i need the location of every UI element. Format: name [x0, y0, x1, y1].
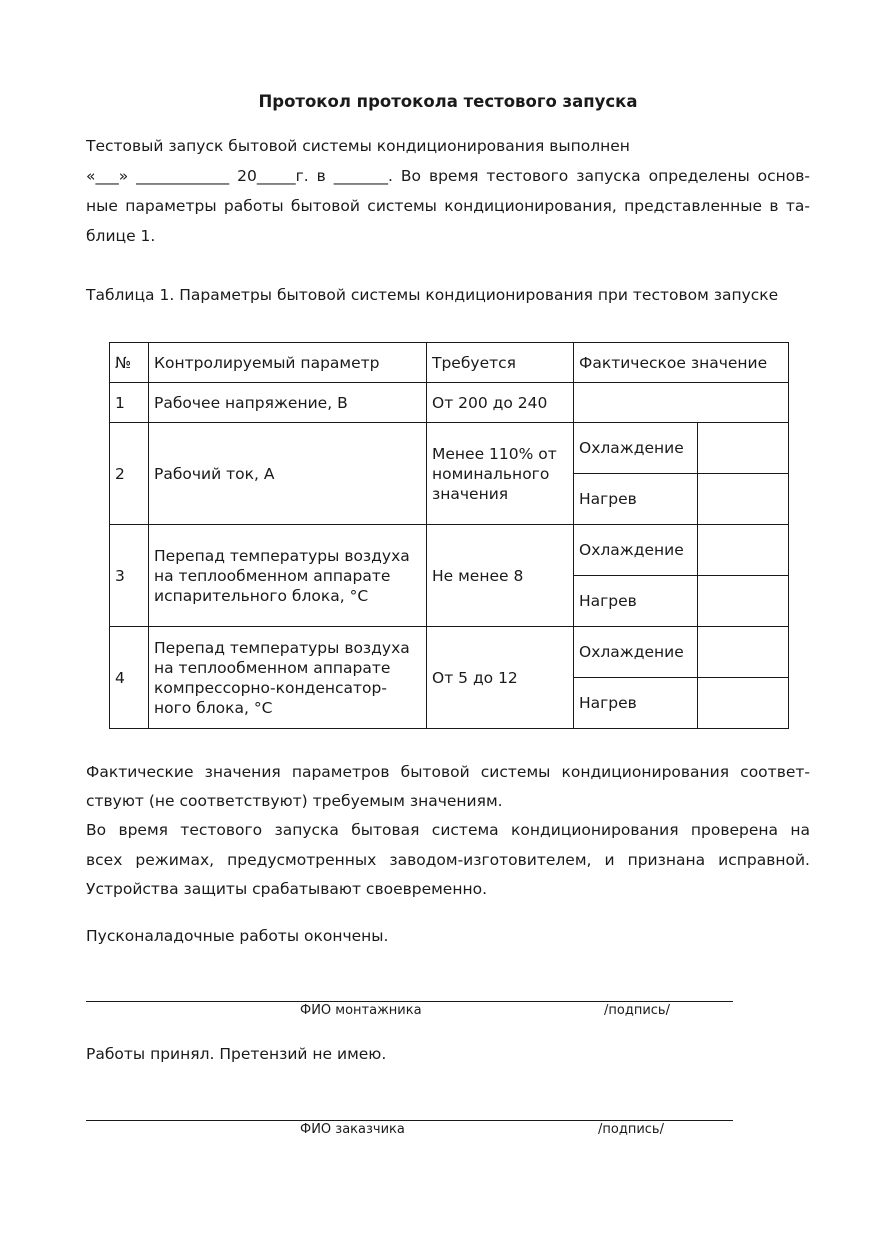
row3-param: [149, 525, 427, 627]
installer-name-label: ФИО монтажника: [300, 1003, 422, 1018]
table-row: [110, 525, 789, 576]
header-actual: Фактическое значение: [574, 343, 789, 383]
row2-required-line: Менее 110% от: [432, 444, 557, 463]
table-row: [110, 383, 789, 423]
row2-param-line: Рабочий ток, А: [154, 464, 275, 483]
row4-mode-cooling: Охлаждение: [574, 627, 698, 678]
intro-line-3: ные параметры работы бытовой системы кондиционирования, представленные в та-: [86, 197, 810, 215]
intro-line-1: Тестовый запуск бытовой системы кондиционирования выполнен: [86, 137, 630, 155]
row3-param-line: Перепад температуры воздуха: [154, 546, 410, 565]
conclusion-line-2: ствуют (не соответствуют) требуемым значениям.: [86, 792, 503, 810]
document-title: Протокол протокола тестового запуска: [258, 92, 638, 111]
row2-cooling-value[interactable]: [698, 423, 789, 474]
row2-mode-heating: Нагрев: [574, 474, 698, 525]
row3-mode-cooling: Охлаждение: [574, 525, 698, 576]
table-header-row: [110, 343, 789, 383]
signature-line-customer[interactable]: [86, 1120, 733, 1121]
row4-cooling-value[interactable]: [698, 627, 789, 678]
row1-param: [149, 383, 427, 423]
conclusion-line-3: Во время тестового запуска бытовая система кондиционирования проверена на: [86, 821, 810, 839]
header-required: Требуется: [427, 343, 574, 383]
customer-sign-label: /подпись/: [598, 1122, 664, 1137]
row4-param-line: ного блока, °С: [154, 698, 273, 717]
row4-heating-value[interactable]: [698, 678, 789, 729]
row4-required: [427, 627, 574, 729]
row2-mode-cooling: Охлаждение: [574, 423, 698, 474]
row4-num: 4: [110, 627, 149, 729]
row1-param-line: Рабочее напряжение, В: [154, 393, 348, 412]
row3-heating-value[interactable]: [698, 576, 789, 627]
row4-mode-heating: Нагрев: [574, 678, 698, 729]
conclusion-line-5: Устройства защиты срабатывают своевременно.: [86, 880, 488, 898]
row3-required-line: Не менее 8: [432, 566, 524, 585]
table-caption: Таблица 1. Параметры бытовой системы кондиционирования при тестовом запуске: [86, 286, 779, 304]
row3-param-line: испарительного блока, °С: [154, 586, 369, 605]
row3-cooling-value[interactable]: [698, 525, 789, 576]
row2-required-line: номинального: [432, 464, 550, 483]
customer-name-label: ФИО заказчика: [300, 1122, 405, 1137]
row1-num: 1: [110, 383, 149, 423]
installer-sign-label: /подпись/: [604, 1003, 670, 1018]
row2-heating-value[interactable]: [698, 474, 789, 525]
row4-param-line: компрессорно-конденсатор-: [154, 678, 387, 697]
header-param: Контролируемый параметр: [149, 343, 427, 383]
table-row: [110, 423, 789, 474]
accepted-statement: Работы принял. Претензий не имею.: [86, 1045, 387, 1063]
conclusion-line-4: всех режимах, предусмотренных заводом-изготовителем, и признана исправной.: [86, 851, 810, 869]
row4-param-line: Перепад температуры воздуха: [154, 638, 410, 657]
conclusion-line-1: Фактические значения параметров бытовой системы кондиционирования соответ-: [86, 763, 810, 781]
row4-required-line: От 5 до 12: [432, 668, 518, 687]
intro-line-4: блице 1.: [86, 227, 156, 245]
row3-mode-heating: Нагрев: [574, 576, 698, 627]
row2-param: [149, 423, 427, 525]
row1-required: [427, 383, 574, 423]
row2-num: 2: [110, 423, 149, 525]
signature-line-installer[interactable]: [86, 1001, 733, 1002]
header-num: №: [110, 343, 149, 383]
row2-required-line: значения: [432, 484, 509, 503]
table-row: [110, 627, 789, 678]
parameters-table: [109, 342, 789, 729]
row3-param-line: на теплообменном аппарате: [154, 566, 391, 585]
row1-actual-value[interactable]: [574, 383, 789, 423]
row3-required: [427, 525, 574, 627]
row1-required-line: От 200 до 240: [432, 393, 548, 412]
completed-statement: Пусконаладочные работы окончены.: [86, 927, 389, 945]
row3-num: 3: [110, 525, 149, 627]
row4-param: [149, 627, 427, 729]
intro-line-2: «___» ____________ 20_____г. в _______. Во время тестового запуска определены основ-: [86, 167, 810, 185]
row2-required: [427, 423, 574, 525]
row4-param-line: на теплообменном аппарате: [154, 658, 391, 677]
